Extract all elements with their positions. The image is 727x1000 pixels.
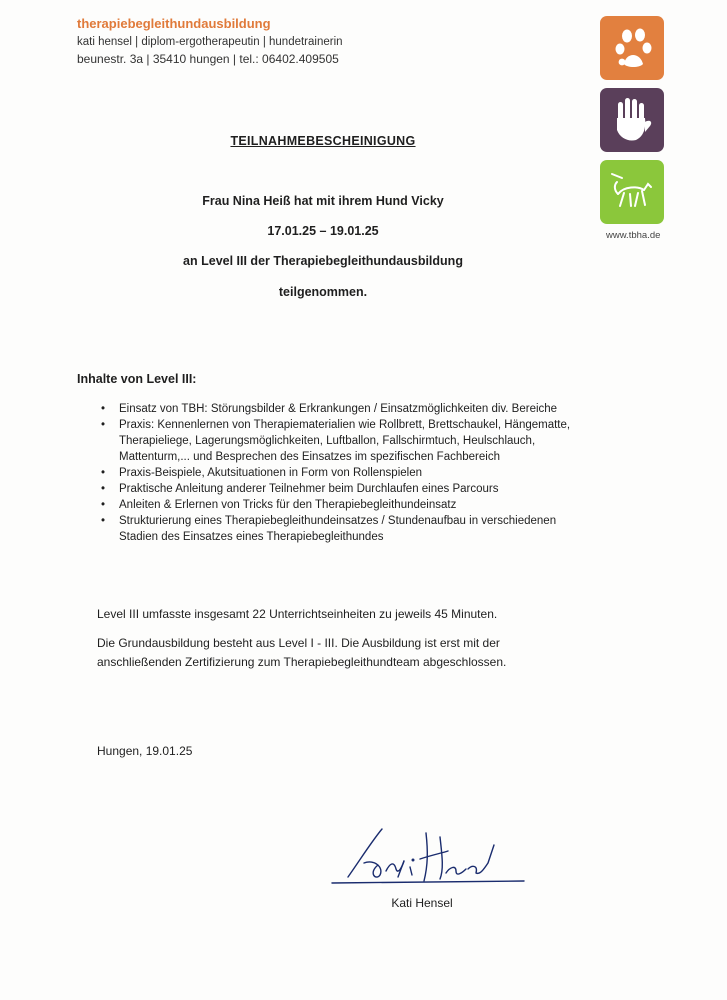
address-line: beunestr. 3a | 35410 hungen | tel.: 06402.409505 (77, 52, 339, 66)
list-item: • Einsatz von TBH: Störungsbilder & Erkrankungen / Einsatzmöglichkeiten div. Bereiche (101, 401, 581, 417)
closing-line: teilgenommen. (278, 285, 368, 299)
paw-icon (600, 16, 664, 80)
contents-heading: Inhalte von Level III: (77, 372, 197, 386)
list-item: • Praxis-Beispiele, Akutsituationen in Form von Rollenspielen (101, 465, 581, 481)
organization-name: therapiebegleithundausbildung (77, 16, 271, 31)
course-line: an Level III der Therapiebegleithundausbildung (183, 254, 463, 268)
website-link[interactable]: www.tbha.de (606, 230, 661, 241)
participant-line: Frau Nina Heiß hat mit ihrem Hund Vicky (202, 194, 444, 208)
person-line: kati hensel | diplom-ergotherapeutin | hundetrainerin (77, 36, 343, 48)
certificate-title: TEILNAHMEBESCHEINIGUNG (230, 134, 416, 148)
dog-icon (600, 160, 664, 224)
letterhead (77, 16, 343, 68)
list-item: • Anleiten & Erlernen von Tricks für den Therapiebegleithundeinsatz (101, 497, 581, 513)
list-item: • Strukturierung eines Therapiebegleithundeinsatzes / Stundenaufbau in verschiedenen Stadien des Einsatzes eines Therapiebegleithundes (101, 513, 581, 545)
hours-note: Level III umfasste insgesamt 22 Unterrichtseinheiten zu jeweils 45 Minuten. (97, 607, 498, 621)
list-item: • Praxis: Kennenlernen von Therapiematerialien wie Rollbrett, Brettschaukel, Hängematte, Therapieliege, Lagerungsmöglichkeiten, Luftballon, Fallschirmtuch, Heulschlauch, Mattenturm,... und Besprechen des Einsatzes im spezifischen Fachbereich (101, 417, 581, 465)
contents-list (101, 401, 581, 545)
signer-name: Kati Hensel (391, 896, 453, 910)
place-date: Hungen, 19.01.25 (97, 744, 193, 758)
list-item: • Praktische Anleitung anderer Teilnehmer beim Durchlaufen eines Parcours (101, 481, 581, 497)
date-range: 17.01.25 – 19.01.25 (267, 224, 379, 238)
signature-image (328, 815, 528, 890)
completion-note: Die Grundausbildung besteht aus Level I - III. Die Ausbildung ist erst mit der anschließenden Zertifizierung zum Therapiebegleithundteam abgeschlossen. (97, 636, 507, 669)
